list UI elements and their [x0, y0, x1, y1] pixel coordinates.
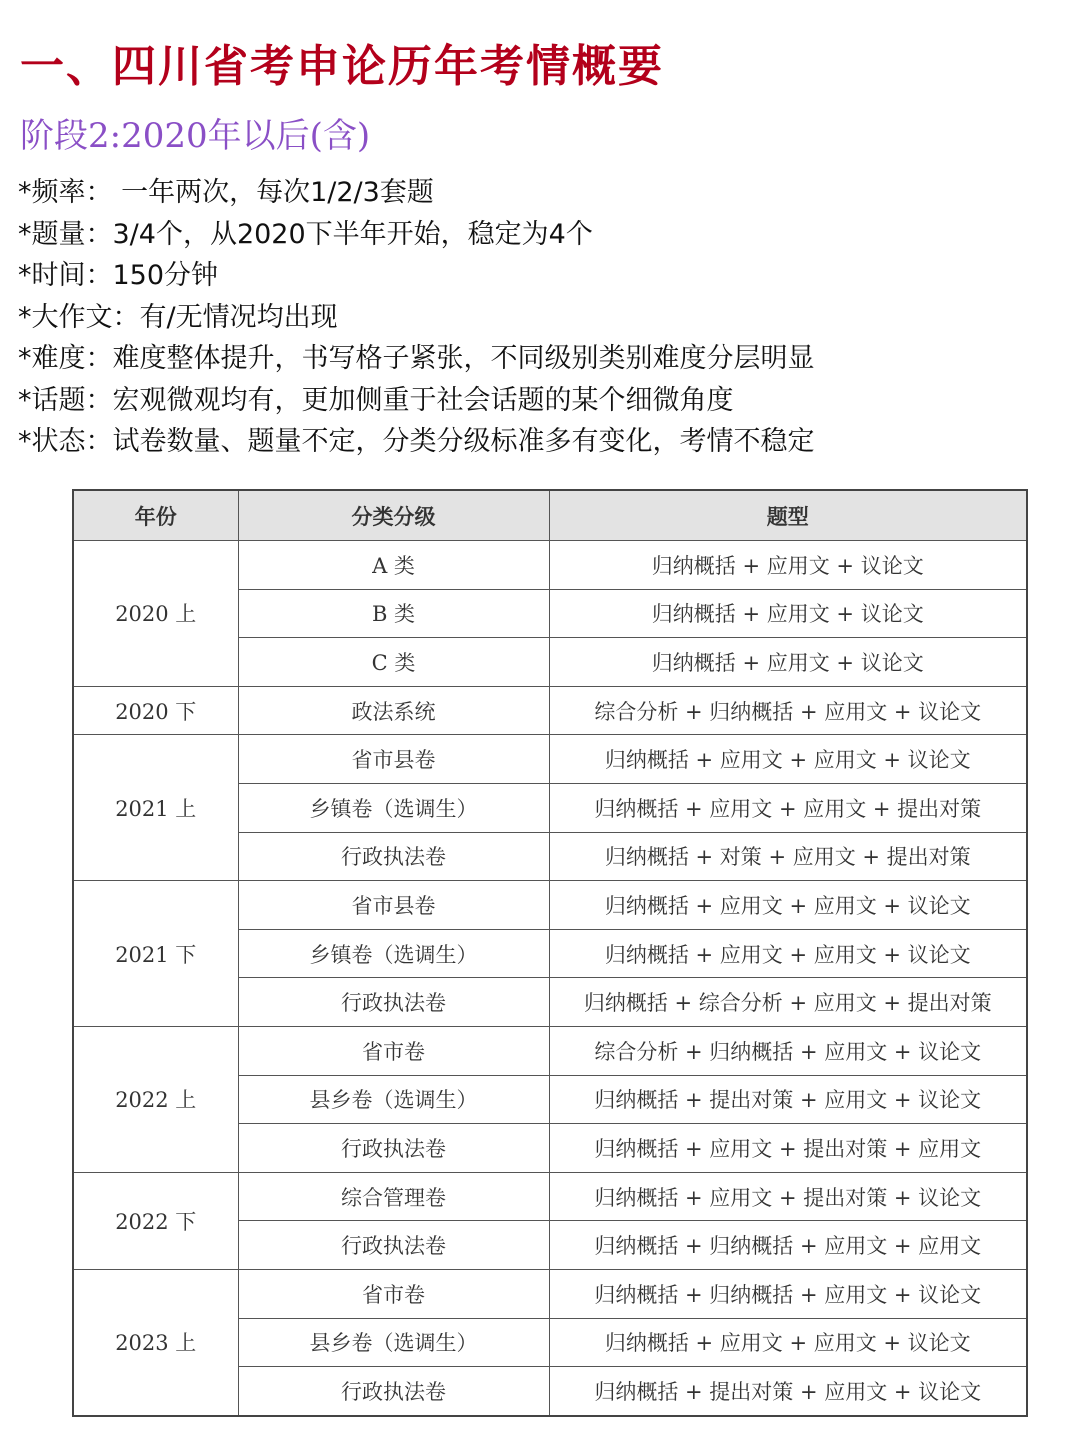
question-types-cell: 归纳概括 + 应用文 + 应用文 + 议论文 [549, 929, 1027, 978]
question-types-cell: 综合分析 + 归纳概括 + 应用文 + 议论文 [549, 686, 1027, 735]
category-cell: 行政执法卷 [238, 978, 549, 1027]
category-cell: C 类 [238, 638, 549, 687]
summary-frequency: *频率： 一年两次，每次1/2/3套题 [18, 177, 434, 208]
year-cell: 2020 上 [73, 541, 238, 687]
question-types-cell: 归纳概括 + 提出对策 + 应用文 + 议论文 [549, 1075, 1027, 1124]
category-cell: 行政执法卷 [238, 832, 549, 881]
year-cell: 2023 上 [73, 1269, 238, 1415]
category-cell: 省市卷 [238, 1026, 549, 1075]
table-row [73, 1026, 1027, 1075]
question-types-cell: 归纳概括 + 提出对策 + 应用文 + 议论文 [549, 1367, 1027, 1416]
question-types-cell: 归纳概括 + 应用文 + 应用文 + 议论文 [549, 1318, 1027, 1367]
summary-difficulty: *难度：难度整体提升，书写格子紧张，不同级别类别难度分层明显 [18, 343, 815, 374]
question-types-cell: 归纳概括 + 应用文 + 提出对策 + 应用文 [549, 1124, 1027, 1173]
category-cell: 省市县卷 [238, 735, 549, 784]
question-types-cell: 归纳概括 + 应用文 + 提出对策 + 议论文 [549, 1172, 1027, 1221]
question-types-cell: 归纳概括 + 应用文 + 应用文 + 提出对策 [549, 783, 1027, 832]
table-body [73, 541, 1027, 1416]
category-cell: 行政执法卷 [238, 1367, 549, 1416]
question-types-cell: 归纳概括 + 应用文 + 应用文 + 议论文 [549, 735, 1027, 784]
table-row [73, 1269, 1027, 1318]
category-cell: 综合管理卷 [238, 1172, 549, 1221]
header-question-types: 题型 [549, 490, 1027, 541]
question-types-cell: 归纳概括 + 对策 + 应用文 + 提出对策 [549, 832, 1027, 881]
category-cell: 省市卷 [238, 1269, 549, 1318]
category-cell: 行政执法卷 [238, 1221, 549, 1270]
category-cell: 乡镇卷（选调生） [238, 783, 549, 832]
header-year: 年份 [73, 490, 238, 541]
table-row [73, 735, 1027, 784]
question-types-cell: 归纳概括 + 应用文 + 应用文 + 议论文 [549, 881, 1027, 930]
category-cell: 行政执法卷 [238, 1124, 549, 1173]
exam-history-table [72, 489, 1028, 1417]
category-cell: B 类 [238, 589, 549, 638]
table-row [73, 881, 1027, 930]
category-cell: A 类 [238, 541, 549, 590]
summary-time: *时间：150分钟 [18, 260, 219, 291]
year-cell: 2021 下 [73, 881, 238, 1027]
year-cell: 2021 上 [73, 735, 238, 881]
table-row [73, 541, 1027, 590]
question-types-cell: 归纳概括 + 应用文 + 议论文 [549, 638, 1027, 687]
stage-subtitle: 阶段2:2020年以后(含) [20, 116, 371, 156]
summary-question-count: *题量：3/4个，从2020下半年开始，稳定为4个 [18, 218, 593, 250]
table-row [73, 1172, 1027, 1221]
header-category: 分类分级 [238, 490, 549, 541]
page-title: 一、四川省考申论历年考情概要 [20, 41, 664, 92]
summary-essay: *大作文：有/无情况均出现 [18, 301, 338, 333]
question-types-cell: 综合分析 + 归纳概括 + 应用文 + 议论文 [549, 1026, 1027, 1075]
category-cell: 县乡卷（选调生） [238, 1075, 549, 1124]
question-types-cell: 归纳概括 + 归纳概括 + 应用文 + 议论文 [549, 1269, 1027, 1318]
category-cell: 县乡卷（选调生） [238, 1318, 549, 1367]
table-row [73, 686, 1027, 735]
summary-list [18, 172, 815, 463]
summary-topic: *话题：宏观微观均有，更加侧重于社会话题的某个细微角度 [18, 384, 734, 416]
table-header [73, 490, 1027, 541]
year-cell: 2020 下 [73, 686, 238, 735]
year-cell: 2022 上 [73, 1026, 238, 1172]
category-cell: 乡镇卷（选调生） [238, 929, 549, 978]
table-header-row [73, 490, 1027, 541]
question-types-cell: 归纳概括 + 归纳概括 + 应用文 + 应用文 [549, 1221, 1027, 1270]
question-types-cell: 归纳概括 + 应用文 + 议论文 [549, 589, 1027, 638]
category-cell: 政法系统 [238, 686, 549, 735]
year-cell: 2022 下 [73, 1172, 238, 1269]
category-cell: 省市县卷 [238, 881, 549, 930]
question-types-cell: 归纳概括 + 综合分析 + 应用文 + 提出对策 [549, 978, 1027, 1027]
summary-status: *状态：试卷数量、题量不定，分类分级标准多有变化，考情不稳定 [18, 426, 815, 457]
question-types-cell: 归纳概括 + 应用文 + 议论文 [549, 541, 1027, 590]
